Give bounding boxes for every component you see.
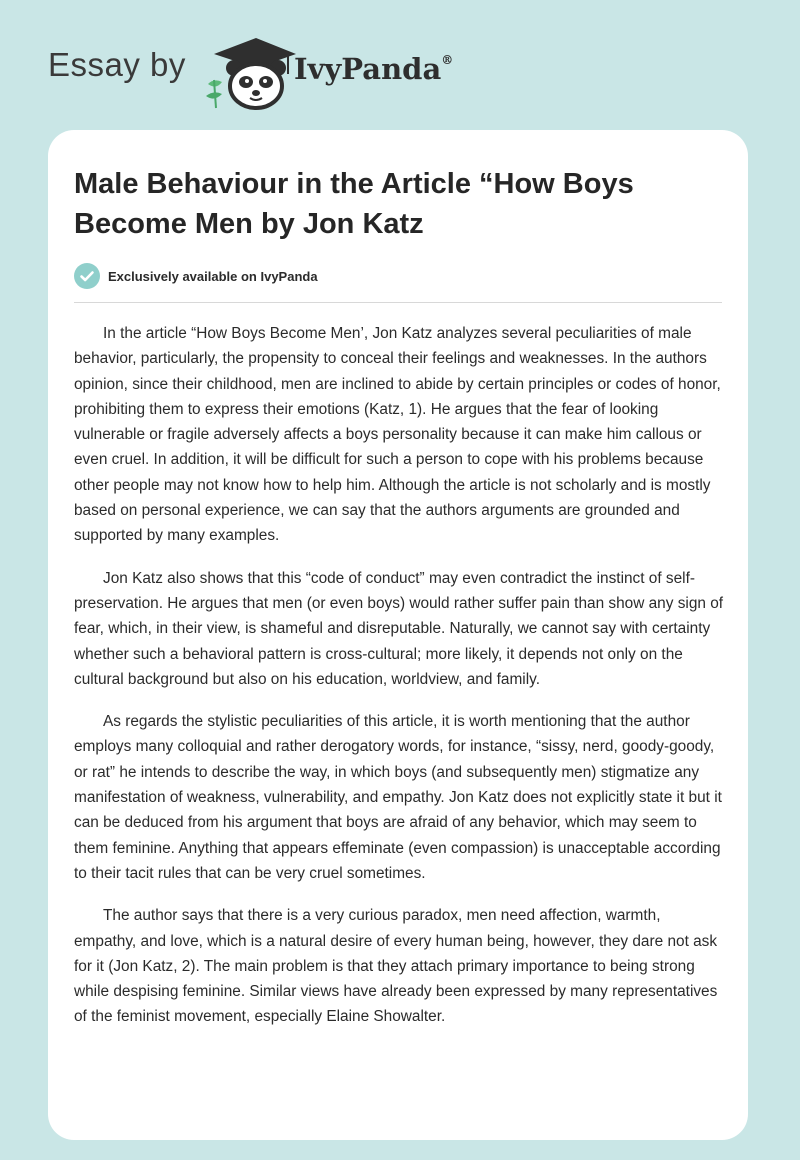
check-circle-icon — [74, 263, 100, 289]
brand-name[interactable]: IvyPanda® — [294, 52, 454, 86]
panda-graduate-icon — [200, 34, 296, 110]
paragraph: In the article “How Boys Become Men’, Jon Katz analyzes several peculiarities of male behavior, particularly, the propensity to conceal their feelings and weaknesses. In the authors opinion, since their childhood, men are inclined to abide by certain principles or codes of honor, prohibiting them to express their emotions (Katz, 1). He argues that the fear of looking vulnerable or fragile adversely affects a boys personality because it can make him callous or even cruel. In addition, it will be difficult for such a person to cope with his problems because other people may not know how to help him. Although the article is not scholarly and is mostly based on personal experience, we can say that the authors arguments are grounded and supported by many examples. — [74, 325, 721, 545]
paragraph: As regards the stylistic peculiarities of this article, it is worth mentioning that the author employs many colloquial and rather derogatory words, for instance, “sissy, nerd, goody-goody, or rat” he intends to describe the way, in which boys (and subsequently men) stigmatize any manifestation of weakness, vulnerability, and empathy. Jon Katz does not explicitly state it but it can be deduced from his argument that boys are afraid of any behavior, which may seem to them feminine. Anything that appears effeminate (even compassion) is unacceptable according to their tacit rules that can be very cruel sometimes. — [74, 713, 722, 882]
exclusive-badge — [74, 263, 318, 289]
paragraph: Jon Katz also shows that this “code of conduct” may even contradict the instinct of self-preservation. He argues that men (or even boys) would rather suffer pain than show any sign of fear, which, in their view, is shameful and disreputable. Naturally, we cannot say with certainty whether such a behavioral pattern is cross-cultural; more likely, it depends not only on the cultural background but also on his education, worldview, and family. — [74, 569, 724, 688]
registered-mark: ® — [441, 53, 454, 68]
essay-by-label: Essay by — [48, 46, 186, 83]
essay-body — [74, 321, 726, 1047]
site-header — [48, 34, 548, 114]
divider — [74, 302, 722, 303]
essay-card — [48, 130, 748, 1140]
essay-title: Male Behaviour in the Article “How Boys Become Men by Jon Katz — [74, 168, 634, 240]
paragraph: The author says that there is a very curious paradox, men need affection, warmth, empathy, and love, which is a natural desire of every human being, however, they dare not ask for it (Jon Katz, 2). The main problem is that they attach primary importance to being strong while despising feminine. Similar views have already been expressed by many representatives of the feminist movement, especially Elaine Showalter. — [74, 907, 718, 1026]
exclusive-badge-label: Exclusively available on IvyPanda — [108, 268, 318, 284]
